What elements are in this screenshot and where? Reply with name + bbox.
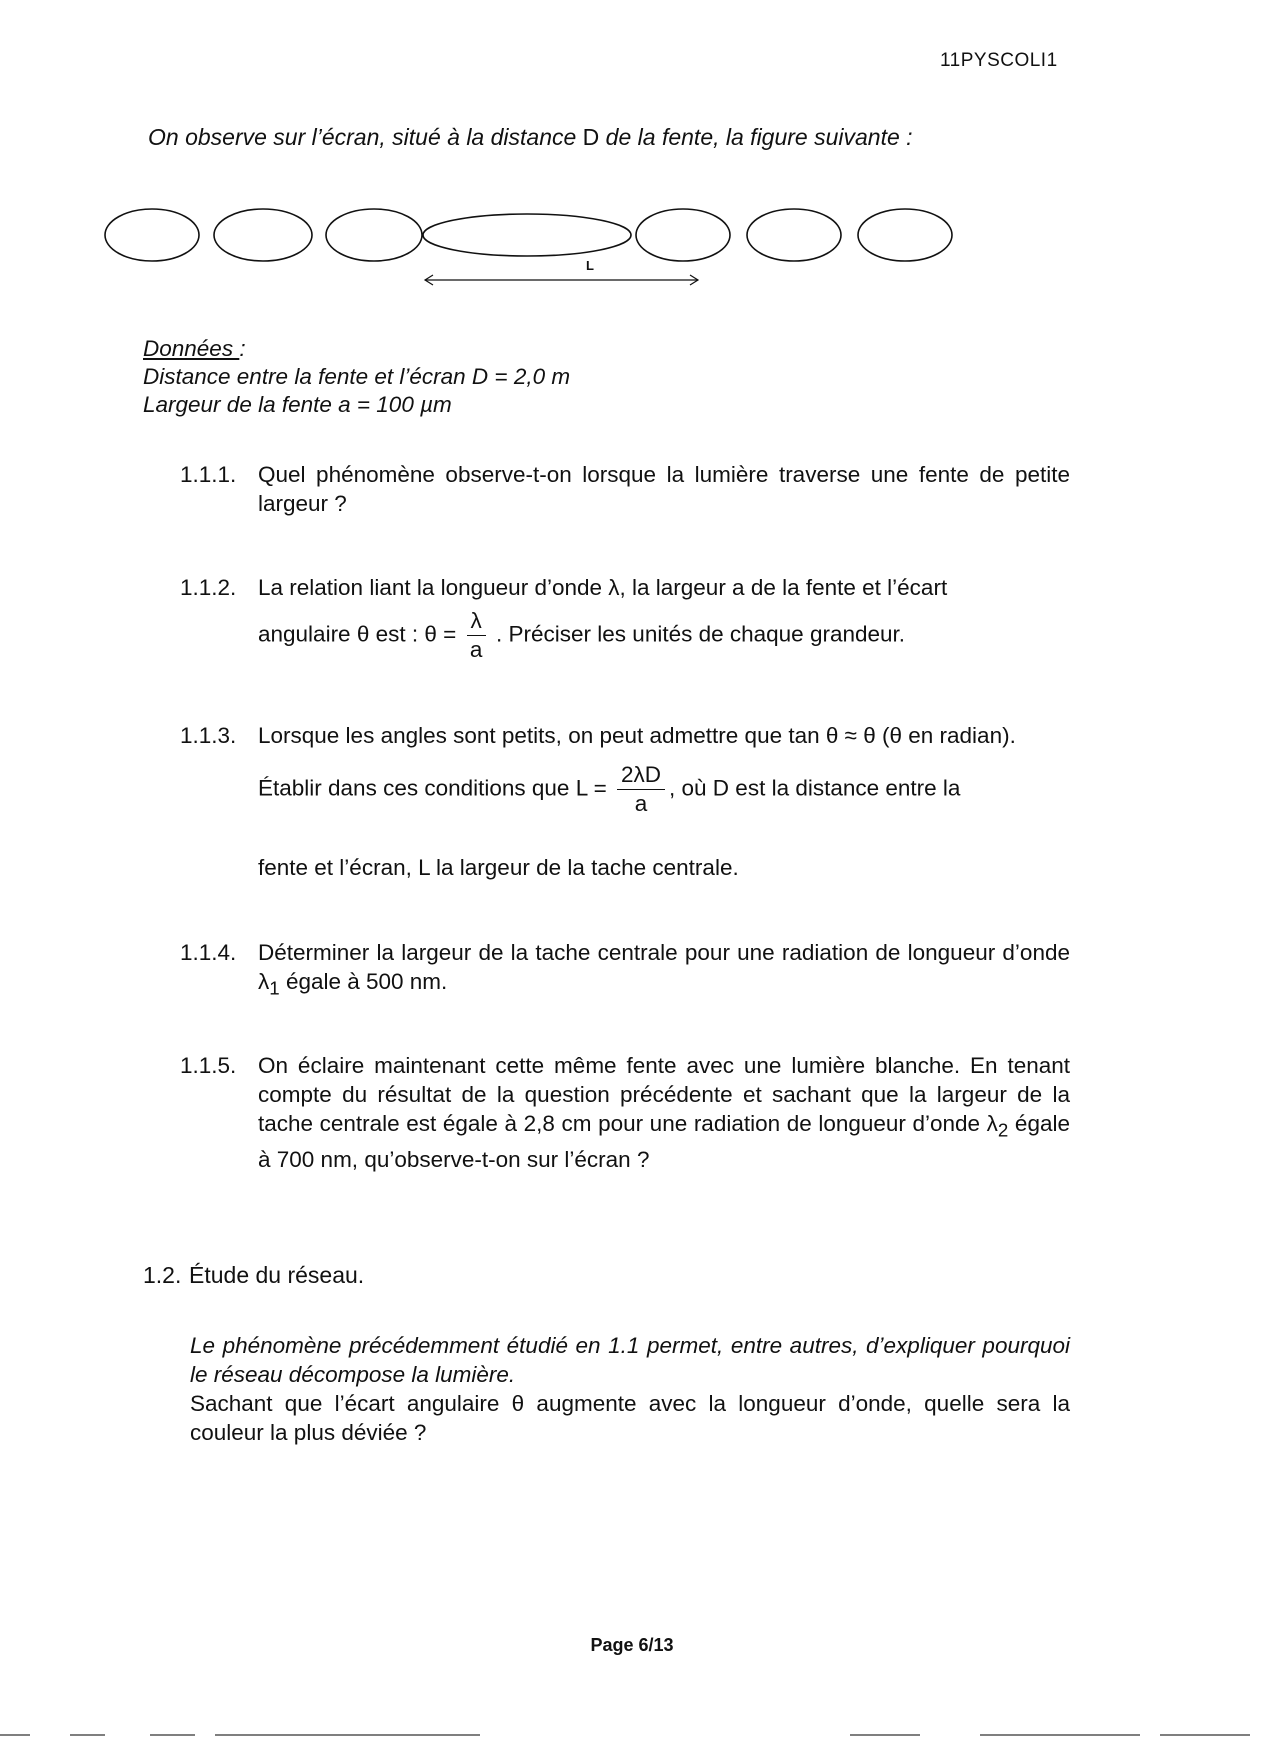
- page-number: Page 6/13: [590, 1635, 674, 1655]
- central-spot: [423, 214, 631, 256]
- donnees-title-colon: :: [239, 336, 246, 361]
- donnees-block: [143, 335, 570, 419]
- question-line-2: angulaire θ est : θ = $\frac{\lambda}{a}$ . Préciser les unités de chaque grandeur.: [258, 608, 906, 662]
- width-label: L: [586, 258, 594, 273]
- question-1-1-2: [180, 573, 1070, 661]
- donnees-width: Largeur de la fente a = 100 µm: [143, 392, 452, 417]
- lateral-spot-left-3: [105, 209, 199, 261]
- donnees-title: Données: [143, 336, 240, 361]
- question-1-1-3: [180, 721, 1070, 815]
- document-code: 11PYSCOLI1: [940, 50, 1058, 71]
- question-number: 1.1.3.: [180, 723, 237, 748]
- lateral-spot-left-1: [326, 209, 422, 261]
- section-italic-text: Le phénomène précédemment étudié en 1.1 permet, entre autres, d’expliquer pourquoi le réseau décompose la lumière.: [190, 1333, 1070, 1387]
- question-number: 1.1.2.: [180, 575, 237, 600]
- lateral-spot-left-2: [214, 209, 312, 261]
- question-text: On éclaire maintenant cette même fente avec une lumière blanche. En tenant compte du résultat de la question précédente et sachant que la largeur de la tache centrale est égale à 2,8 cm pour une radiation de longueur d’onde $\lambda_2$ égale à 700 nm, qu’observe-t-on sur l’écran ?: [258, 1053, 1070, 1172]
- question-line-1: La relation liant la longueur d’onde λ, la largeur a de la fente et l’écart: [258, 575, 948, 600]
- question-1-1-1: [180, 460, 1070, 518]
- question-text: Déterminer la largeur de la tache centrale pour une radiation de longueur d’onde $\lambda_1$ égale à 500 nm.: [258, 940, 1070, 999]
- scan-artifact-line: [0, 1733, 1264, 1737]
- lateral-spot-right-3: [858, 209, 952, 261]
- section-question: Sachant que l’écart angulaire θ augmente avec la longueur d’onde, quelle sera la couleur la plus déviée ?: [190, 1391, 1070, 1445]
- intro-sentence: [148, 124, 913, 151]
- question-number: 1.1.1.: [180, 462, 237, 487]
- section-number: 1.2.: [143, 1262, 182, 1288]
- diffraction-figure: [100, 195, 1070, 305]
- question-1-1-4: [180, 938, 1070, 1003]
- donnees-distance: Distance entre la fente et l’écran D = 2,0 m: [143, 364, 571, 389]
- fraction-lambda-over-a: $\frac{\lambda}{a}$: [467, 610, 486, 661]
- intro-after: de la fente, la figure suivante :: [599, 124, 913, 150]
- question-number: 1.1.5.: [180, 1053, 237, 1078]
- question-text: Quel phénomène observe-t-on lorsque la lumière traverse une fente de petite largeur ?: [258, 462, 1070, 516]
- intro-variable: D: [582, 124, 600, 150]
- question-line-2: Établir dans ces conditions que L = $\frac{2\lambda D}{a}$ , où D est la distance entre la: [258, 762, 961, 816]
- section-1-2-heading: [143, 1262, 364, 1289]
- section-title: Étude du réseau.: [189, 1262, 365, 1288]
- intro-before: On observe sur l’écran, situé à la distance: [148, 124, 583, 150]
- question-line-1: Lorsque les angles sont petits, on peut admettre que tan θ ≈ θ (θ en radian).: [258, 723, 1016, 748]
- lateral-spot-right-2: [747, 209, 841, 261]
- section-1-2-body: [190, 1331, 1070, 1447]
- lateral-spot-right-1: [636, 209, 730, 261]
- fraction-2-lambda-d-over-a: $\frac{2\lambda D}{a}$: [617, 764, 665, 815]
- question-number: 1.1.4.: [180, 940, 237, 965]
- question-1-1-3-line-3: fente et l’écran, L la largeur de la tache centrale.: [258, 855, 739, 880]
- question-1-1-5: [180, 1051, 1070, 1174]
